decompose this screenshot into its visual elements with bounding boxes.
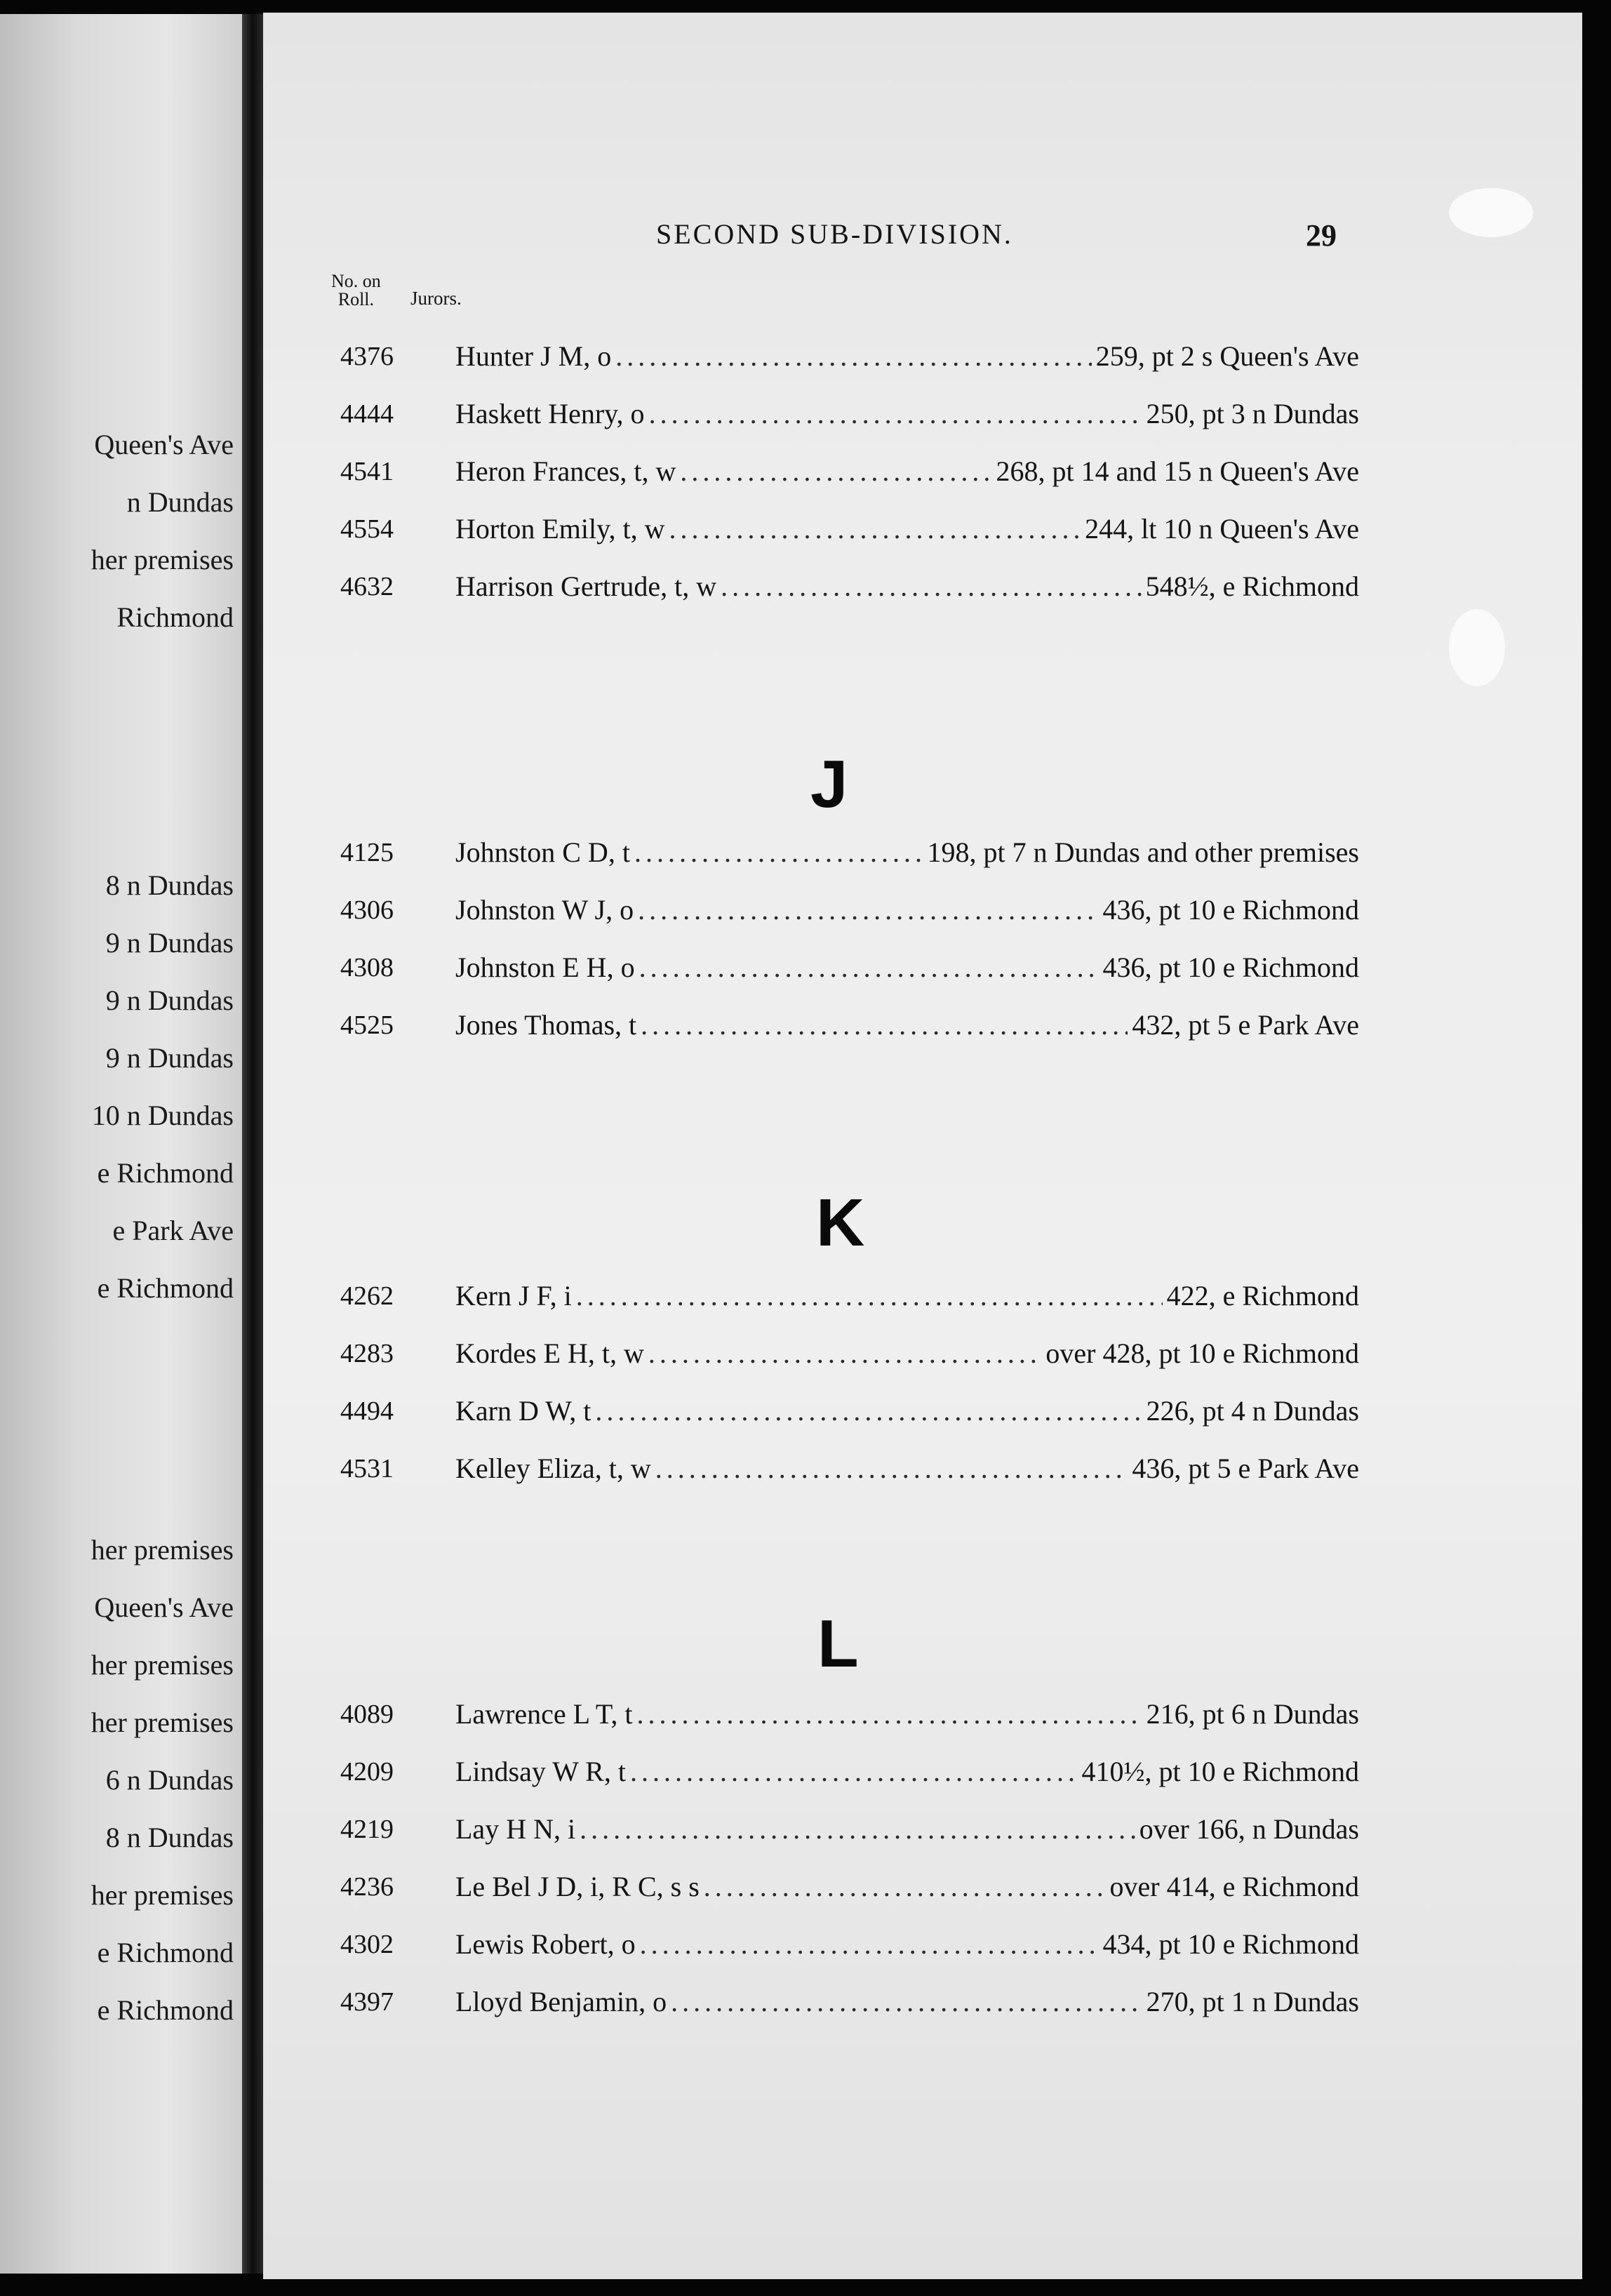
right-page	[263, 13, 1582, 2279]
paper-blemish	[1449, 609, 1505, 686]
left-fragment: Queen's Ave	[94, 1591, 234, 1623]
juror-name: Johnston C D, t	[455, 836, 630, 868]
property-description: 268, pt 14 and 15 n Queen's Ave	[996, 455, 1359, 487]
left-fragment: her premises	[91, 1707, 234, 1738]
juror-name: Heron Frances, t, w	[455, 455, 676, 487]
left-fragment: her premises	[91, 1879, 234, 1911]
jurors-column-header: Jurors.	[410, 288, 462, 309]
property-description: 250, pt 3 n Dundas	[1146, 398, 1359, 429]
roll-number: 4089	[340, 1700, 394, 1729]
juror-row	[263, 1010, 1582, 1052]
roll-header-line2: Roll.	[337, 289, 375, 309]
dot-leader	[630, 1755, 1078, 1788]
dot-leader	[671, 1985, 1142, 2018]
page-title: SECOND SUB-DIVISION.	[656, 218, 1013, 250]
left-fragment: e Richmond	[97, 1937, 234, 1968]
juror-name: Johnston E H, o	[455, 952, 635, 983]
roll-number: 4376	[340, 342, 394, 371]
dot-leader	[721, 570, 1141, 603]
property-description: over 166, n Dundas	[1139, 1813, 1359, 1845]
roll-number: 4308	[340, 953, 394, 982]
dot-leader	[704, 1870, 1106, 1903]
property-description: 422, e Richmond	[1166, 1280, 1359, 1311]
roll-number: 4554	[340, 514, 394, 544]
juror-row	[263, 1396, 1582, 1438]
dot-leader	[649, 397, 1142, 430]
left-fragment: 9 n Dundas	[105, 985, 234, 1016]
property-description: 436, pt 10 e Richmond	[1102, 894, 1359, 926]
roll-number: 4541	[340, 457, 394, 486]
dot-leader	[639, 951, 1099, 984]
section-letter-l: L	[817, 1606, 859, 1681]
juror-name: Johnston W J, o	[455, 894, 634, 926]
section-letter-k: K	[816, 1185, 865, 1260]
dot-leader	[640, 1928, 1099, 1961]
juror-row	[263, 571, 1582, 613]
roll-number: 4302	[340, 1930, 394, 1959]
dot-leader	[641, 1008, 1128, 1041]
section-letter-j: J	[810, 747, 848, 822]
roll-number: 4209	[340, 1757, 394, 1787]
left-fragment: her premises	[91, 1649, 234, 1681]
left-fragment: Richmond	[116, 601, 234, 633]
left-fragment: her premises	[91, 544, 234, 575]
juror-row	[263, 837, 1582, 879]
left-fragment: 10 n Dundas	[91, 1100, 234, 1131]
dot-leader	[595, 1394, 1142, 1427]
juror-row	[263, 1756, 1582, 1798]
juror-name: Kern J F, i	[455, 1280, 572, 1311]
dot-leader	[638, 893, 1098, 926]
juror-row	[263, 1814, 1582, 1856]
left-fragment: Queen's Ave	[94, 429, 234, 460]
roll-number: 4397	[340, 1987, 394, 2017]
juror-row	[263, 399, 1582, 441]
dot-leader	[634, 836, 923, 869]
juror-name: Le Bel J D, i, R C, s s	[455, 1871, 700, 1902]
property-description: 548½, e Richmond	[1145, 570, 1359, 602]
property-description: 434, pt 10 e Richmond	[1102, 1928, 1359, 1960]
left-fragment: e Park Ave	[112, 1215, 234, 1246]
property-description: 436, pt 10 e Richmond	[1102, 952, 1359, 983]
property-description: 432, pt 5 e Park Ave	[1132, 1009, 1359, 1041]
juror-row	[263, 1699, 1582, 1741]
juror-row	[263, 1929, 1582, 1971]
left-fragment: 8 n Dundas	[105, 1822, 234, 1853]
left-fragment: 9 n Dundas	[105, 927, 234, 959]
dot-leader	[669, 512, 1081, 545]
property-description: 226, pt 4 n Dundas	[1146, 1395, 1359, 1427]
juror-row	[263, 952, 1582, 994]
juror-name: Lawrence L T, t	[455, 1698, 633, 1730]
property-description: 259, pt 2 s Queen's Ave	[1095, 340, 1359, 372]
left-fragment: 6 n Dundas	[105, 1764, 234, 1796]
juror-name: Lewis Robert, o	[455, 1928, 636, 1960]
left-fragment: e Richmond	[97, 1272, 234, 1304]
property-description: 436, pt 5 e Park Ave	[1132, 1453, 1359, 1484]
juror-name: Lindsay W R, t	[455, 1756, 626, 1787]
dot-leader	[615, 340, 1091, 373]
roll-number: 4444	[340, 399, 394, 429]
roll-number: 4494	[340, 1396, 394, 1426]
juror-row	[263, 514, 1582, 556]
juror-row	[263, 895, 1582, 937]
dot-leader	[648, 1337, 1042, 1370]
dot-leader	[680, 455, 991, 488]
dot-leader	[655, 1452, 1128, 1485]
juror-name: Karn D W, t	[455, 1395, 591, 1427]
property-description: over 428, pt 10 e Richmond	[1045, 1337, 1359, 1369]
juror-name: Lloyd Benjamin, o	[455, 1986, 667, 2017]
property-description: 198, pt 7 n Dundas and other premises	[927, 836, 1359, 868]
roll-number: 4262	[340, 1281, 394, 1311]
juror-row	[263, 1871, 1582, 1914]
juror-row	[263, 456, 1582, 498]
property-description: 216, pt 6 n Dundas	[1146, 1698, 1359, 1730]
left-fragment: 9 n Dundas	[105, 1042, 234, 1074]
roll-number: 4283	[340, 1339, 394, 1368]
juror-row	[263, 341, 1582, 383]
property-description: over 414, e Richmond	[1109, 1871, 1359, 1902]
roll-number: 4632	[340, 572, 394, 601]
left-fragment: e Richmond	[97, 1994, 234, 2026]
juror-name: Harrison Gertrude, t, w	[455, 570, 717, 602]
page-number: 29	[1306, 218, 1337, 253]
dot-leader	[580, 1813, 1135, 1846]
roll-header-line1: No. on	[331, 271, 381, 291]
juror-name: Lay H N, i	[455, 1813, 576, 1845]
left-fragment: 8 n Dundas	[105, 869, 234, 901]
property-description: 270, pt 1 n Dundas	[1146, 1986, 1359, 2017]
roll-number: 4531	[340, 1454, 394, 1483]
juror-row	[263, 1338, 1582, 1380]
juror-name: Kordes E H, t, w	[455, 1337, 644, 1369]
left-fragment: e Richmond	[97, 1157, 234, 1189]
property-description: 410½, pt 10 e Richmond	[1081, 1756, 1359, 1787]
juror-name: Haskett Henry, o	[455, 398, 645, 429]
roll-number: 4236	[340, 1872, 394, 1902]
juror-name: Hunter J M, o	[455, 340, 612, 372]
dot-leader	[636, 1697, 1142, 1730]
juror-row	[263, 1987, 1582, 2029]
roll-number: 4525	[340, 1010, 394, 1040]
paper-blemish	[1449, 188, 1533, 237]
roll-column-header	[331, 272, 381, 309]
left-fragment: n Dundas	[126, 486, 234, 518]
juror-name: Horton Emily, t, w	[455, 513, 665, 545]
property-description: 244, lt 10 n Queen's Ave	[1085, 513, 1359, 545]
juror-row	[263, 1281, 1582, 1323]
juror-name: Jones Thomas, t	[455, 1009, 637, 1041]
dot-leader	[576, 1279, 1163, 1312]
juror-row	[263, 1453, 1582, 1495]
juror-name: Kelley Eliza, t, w	[455, 1453, 651, 1484]
roll-number: 4306	[340, 895, 394, 925]
roll-number: 4219	[340, 1815, 394, 1844]
left-page	[0, 14, 242, 2274]
book-gutter	[242, 14, 263, 2274]
roll-number: 4125	[340, 838, 394, 867]
left-fragment: her premises	[91, 1534, 234, 1566]
